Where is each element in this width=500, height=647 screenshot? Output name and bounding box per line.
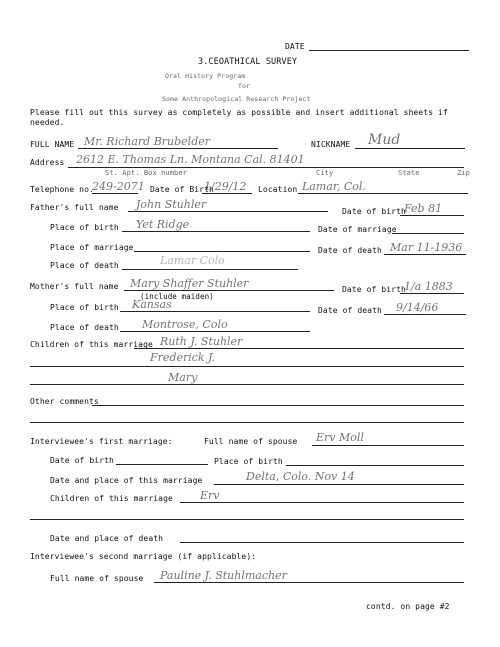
children-line-3[interactable] bbox=[30, 384, 464, 385]
spouse-dob-line[interactable] bbox=[116, 464, 208, 465]
marriage-date-place-line[interactable] bbox=[214, 484, 464, 485]
nickname-value: Mud bbox=[368, 132, 401, 148]
mother-dob-line[interactable] bbox=[400, 293, 464, 294]
father-pom-line[interactable] bbox=[134, 251, 310, 252]
spouse-dob-label: Date of birth bbox=[50, 456, 114, 465]
mother-name-value: Mary Shaffer Stuhler bbox=[130, 277, 249, 290]
mother-dob-label: Date of birth bbox=[342, 285, 406, 294]
dob-line[interactable] bbox=[202, 193, 252, 194]
mother-name-label: Mother's full name bbox=[30, 282, 119, 291]
mother-pod-label: Place of death bbox=[50, 323, 119, 332]
spouse-pob-line[interactable] bbox=[286, 465, 464, 466]
children-line-1[interactable] bbox=[134, 348, 464, 349]
child-2-value: Frederick J. bbox=[150, 351, 216, 364]
program-line: Oral History Program bbox=[165, 72, 246, 80]
mother-dob-value: 1/a 1883 bbox=[404, 280, 453, 293]
form-title: 3.CEOATHICAL SURVEY bbox=[198, 57, 298, 67]
first-marriage-label: Interviewee's first marriage: bbox=[30, 437, 173, 446]
spouse-children-line-2[interactable] bbox=[30, 519, 464, 520]
spouse-pob-label: Place of birth bbox=[214, 457, 283, 466]
spouse2-name-label: Full name of spouse bbox=[50, 574, 144, 583]
program-for: for bbox=[238, 82, 251, 90]
father-pod-line[interactable] bbox=[122, 269, 298, 270]
continued-note: contd. on page #2 bbox=[366, 602, 450, 611]
child-1-value: Ruth J. Stuhler bbox=[160, 335, 243, 348]
telephone-value: 249-2071 bbox=[92, 180, 145, 193]
father-dob-line[interactable] bbox=[400, 215, 464, 216]
mother-dod-line[interactable] bbox=[384, 314, 466, 315]
mother-dod-value: 9/14/66 bbox=[396, 301, 439, 314]
father-pob-line[interactable] bbox=[122, 231, 310, 232]
address-line[interactable] bbox=[68, 167, 464, 168]
father-dob-label: Date of birth bbox=[342, 207, 406, 216]
child-3-value: Mary bbox=[168, 371, 198, 384]
spouse2-name-line[interactable] bbox=[154, 582, 464, 583]
father-dod-line[interactable] bbox=[384, 254, 466, 255]
spouse-children-value: Erv bbox=[200, 489, 220, 502]
project-line: Some Anthropological Research Project bbox=[162, 95, 311, 103]
death-date-place-line[interactable] bbox=[180, 542, 464, 543]
second-marriage-label: Interviewee's second marriage (if applicable): bbox=[30, 552, 257, 561]
full-name-line[interactable] bbox=[78, 148, 278, 149]
father-name-value: John Stuhler bbox=[136, 198, 207, 211]
mother-pod-line[interactable] bbox=[120, 331, 310, 332]
mother-pod-value: Montrose, Colo bbox=[142, 318, 228, 331]
dob-value: 1/29/12 bbox=[204, 180, 247, 193]
spouse-name-value: Erv Moll bbox=[316, 431, 364, 444]
telephone-label: Telephone no. bbox=[30, 185, 94, 194]
other-comments-label: Other comments bbox=[30, 397, 99, 406]
spouse-children-line[interactable] bbox=[180, 502, 464, 503]
children-label: Children of this marriage bbox=[30, 340, 153, 349]
father-pob-value: Yet Ridge bbox=[136, 218, 190, 231]
state-sub: State bbox=[398, 169, 420, 177]
father-name-label: Father's full name bbox=[30, 203, 119, 212]
children-line-2[interactable] bbox=[30, 366, 464, 367]
dob-label: Date of Birth bbox=[150, 185, 214, 194]
address-sub: St. Apt. Box number bbox=[105, 169, 187, 177]
full-name-label: FULL NAME bbox=[30, 140, 75, 149]
mother-pob-label: Place of birth bbox=[50, 303, 119, 312]
father-dod-value: Mar 11-1936 bbox=[390, 241, 463, 254]
father-pod-value: Lamar Colo bbox=[160, 254, 225, 267]
father-dom-line[interactable] bbox=[392, 233, 464, 234]
spouse-name-label: Full name of spouse bbox=[204, 437, 298, 446]
mother-pob-value: Kansas bbox=[132, 298, 172, 311]
spouse2-name-value: Pauline J. Stuhlmacher bbox=[160, 569, 287, 582]
father-pob-label: Place of birth bbox=[50, 223, 119, 232]
location-line[interactable] bbox=[298, 193, 468, 194]
city-sub: City bbox=[316, 169, 334, 177]
nickname-label: NICKNAME bbox=[311, 140, 351, 149]
spouse-name-line[interactable] bbox=[312, 445, 464, 446]
father-name-line[interactable] bbox=[128, 211, 328, 212]
address-label: Address bbox=[30, 158, 65, 167]
comments-line-1[interactable] bbox=[92, 405, 464, 406]
father-pod-label: Place of death bbox=[50, 261, 119, 270]
father-dob-value: Feb 81 bbox=[404, 202, 443, 215]
location-value: Lamar, Col. bbox=[302, 180, 366, 193]
full-name-value: Mr. Richard Brubelder bbox=[84, 135, 211, 148]
mother-dod-label: Date of death bbox=[318, 306, 382, 315]
address-value: 2612 E. Thomas Ln. Montana Cal. 81401 bbox=[76, 153, 305, 166]
date-label: DATE bbox=[285, 42, 305, 51]
death-date-place-label: Date and place of death bbox=[50, 534, 164, 543]
nickname-line[interactable] bbox=[355, 148, 465, 149]
mother-name-line[interactable] bbox=[124, 290, 334, 291]
telephone-line[interactable] bbox=[92, 193, 138, 194]
zip-sub: Zip bbox=[457, 169, 470, 177]
date-line[interactable] bbox=[309, 50, 469, 51]
marriage-date-place-label: Date and place of this marriage bbox=[50, 476, 203, 485]
instructions: Please fill out this survey as completely as possible and insert additional sheets if needed. bbox=[30, 108, 448, 127]
father-dod-label: Date of death bbox=[318, 246, 382, 255]
mother-pob-line[interactable] bbox=[120, 311, 310, 312]
mother-note: (include maiden) bbox=[140, 292, 214, 301]
marriage-date-place-value: Delta, Colo. Nov 14 bbox=[246, 470, 355, 483]
comments-line-2[interactable] bbox=[30, 422, 464, 423]
father-dom-label: Date of marriage bbox=[318, 225, 397, 234]
spouse-children-label: Children of this marriage bbox=[50, 494, 173, 503]
location-label: Location bbox=[258, 185, 298, 194]
father-pom-label: Place of marriage bbox=[50, 243, 134, 252]
